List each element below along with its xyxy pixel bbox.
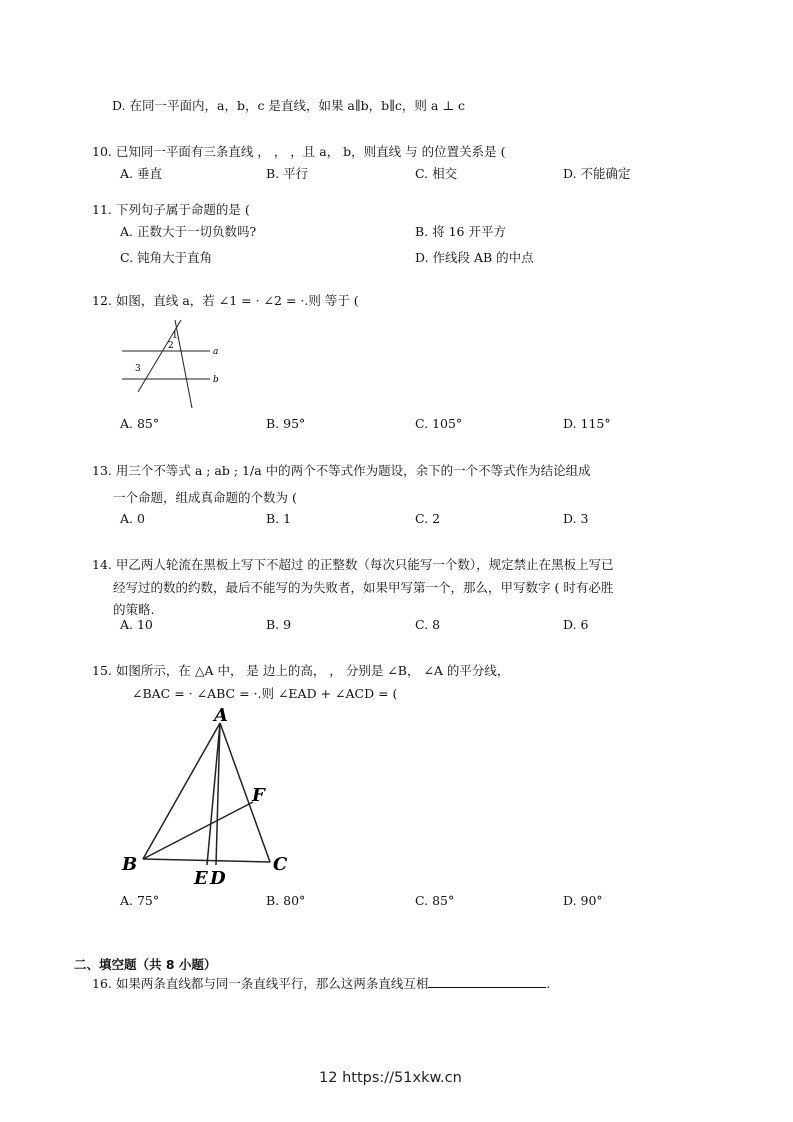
- q16-line: [92, 974, 550, 992]
- q15-label-c: C: [273, 854, 288, 875]
- q13-option-d: D. 3: [563, 511, 589, 526]
- q10-option-a: A. 垂直: [120, 166, 162, 181]
- q11-stem: 11. 下列句子属于命题的是 (: [92, 202, 250, 217]
- q13-option-c: C. 2: [415, 511, 441, 526]
- page-number: 12: [319, 1070, 338, 1086]
- q12-option-c: C. 105°: [415, 416, 463, 431]
- q14-stem-line2: 经写过的数的约数，最后不能写的为失败者，如果甲写第一个，那么，甲写数字 ( 时有必胜: [113, 580, 614, 595]
- q15-label-d: D: [210, 868, 226, 888]
- q12-label-a: a: [213, 347, 219, 357]
- q12-stem: 12. 如图，直线 a，若 ∠1 = · ∠2 = ·.则 等于 (: [92, 293, 359, 308]
- q11-option-a: A. 正数大于一切负数吗?: [120, 224, 257, 239]
- q15-option-a: A. 75°: [120, 893, 160, 908]
- q13-stem-line1: 13. 用三个不等式 a ; ab ; 1/a 中的两个不等式作为题设，余下的一个不等式作为结论组成: [92, 463, 591, 478]
- q13-option-a: A. 0: [120, 511, 145, 526]
- q15-side-bc: [143, 859, 270, 862]
- q10-option-d: D. 不能确定: [563, 166, 631, 181]
- q10-option-b: B. 平行: [266, 166, 309, 181]
- q12-option-d: D. 115°: [563, 416, 611, 431]
- q14-stem-line3: 的策略.: [113, 602, 155, 617]
- q12-label-2: 2: [168, 341, 174, 351]
- q12-option-a: A. 85°: [120, 416, 160, 431]
- q15-figure: [116, 702, 306, 888]
- q15-label-f: F: [252, 785, 265, 806]
- q15-label-b: B: [122, 854, 138, 875]
- q11-option-b: B. 将 16 开平方: [415, 224, 506, 239]
- q10-stem: 10. 已知同一平面有三条直线 ， ， ，且 a， b，则直线 与 的位置关系是 (: [92, 144, 506, 159]
- q14-option-d: D. 6: [563, 617, 589, 632]
- q9-option-d: D. 在同一平面内，a，b，c 是直线，如果 a∥b，b∥c，则 a ⊥ c: [112, 98, 466, 113]
- q12-option-b: B. 95°: [266, 416, 306, 431]
- q13-option-b: B. 1: [266, 511, 292, 526]
- q11-option-d: D. 作线段 AB 的中点: [415, 250, 534, 265]
- q15-label-e: E: [194, 868, 208, 888]
- q11-option-c: C. 钝角大于直角: [120, 250, 213, 265]
- q15-option-d: D. 90°: [563, 893, 603, 908]
- q13-stem-line2: 一个命题，组成真命题的个数为 (: [113, 490, 297, 505]
- q14-stem-line1: 14. 甲乙两人轮流在黑板上写下不超过 的正整数（每次只能写一个数），规定禁止在黑板上写已: [92, 557, 614, 572]
- q15-stem-line1: 15. 如图所示，在 △A 中， 是 边上的高， ， 分别是 ∠B， ∠A 的平分线，: [92, 663, 510, 678]
- q14-option-c: C. 8: [415, 617, 441, 632]
- q15-label-a: A: [214, 705, 228, 726]
- q15-option-c: C. 85°: [415, 893, 455, 908]
- q14-option-b: B. 9: [266, 617, 292, 632]
- q16-stem: 16. 如果两条直线都与同一条直线平行，那么这两条直线互相: [92, 976, 429, 991]
- q12-label-3: 3: [135, 364, 141, 374]
- page-footer: [319, 1070, 462, 1086]
- footer-url[interactable]: https://51xkw.cn: [342, 1070, 462, 1086]
- q15-option-b: B. 80°: [266, 893, 306, 908]
- q16-end: .: [546, 976, 551, 991]
- q12-label-1: 1: [172, 331, 178, 341]
- section-title-fill-in: 二、填空题（共 8 小题）: [74, 957, 217, 972]
- q14-option-a: A. 10: [120, 617, 153, 632]
- q10-option-c: C. 相交: [415, 166, 458, 181]
- q12-figure: [118, 316, 228, 408]
- q16-answer-blank[interactable]: [428, 974, 546, 988]
- q12-label-b: b: [213, 375, 219, 385]
- q15-stem-line2: ∠BAC = · ∠ABC = ·.则 ∠EAD + ∠ACD = (: [132, 686, 398, 701]
